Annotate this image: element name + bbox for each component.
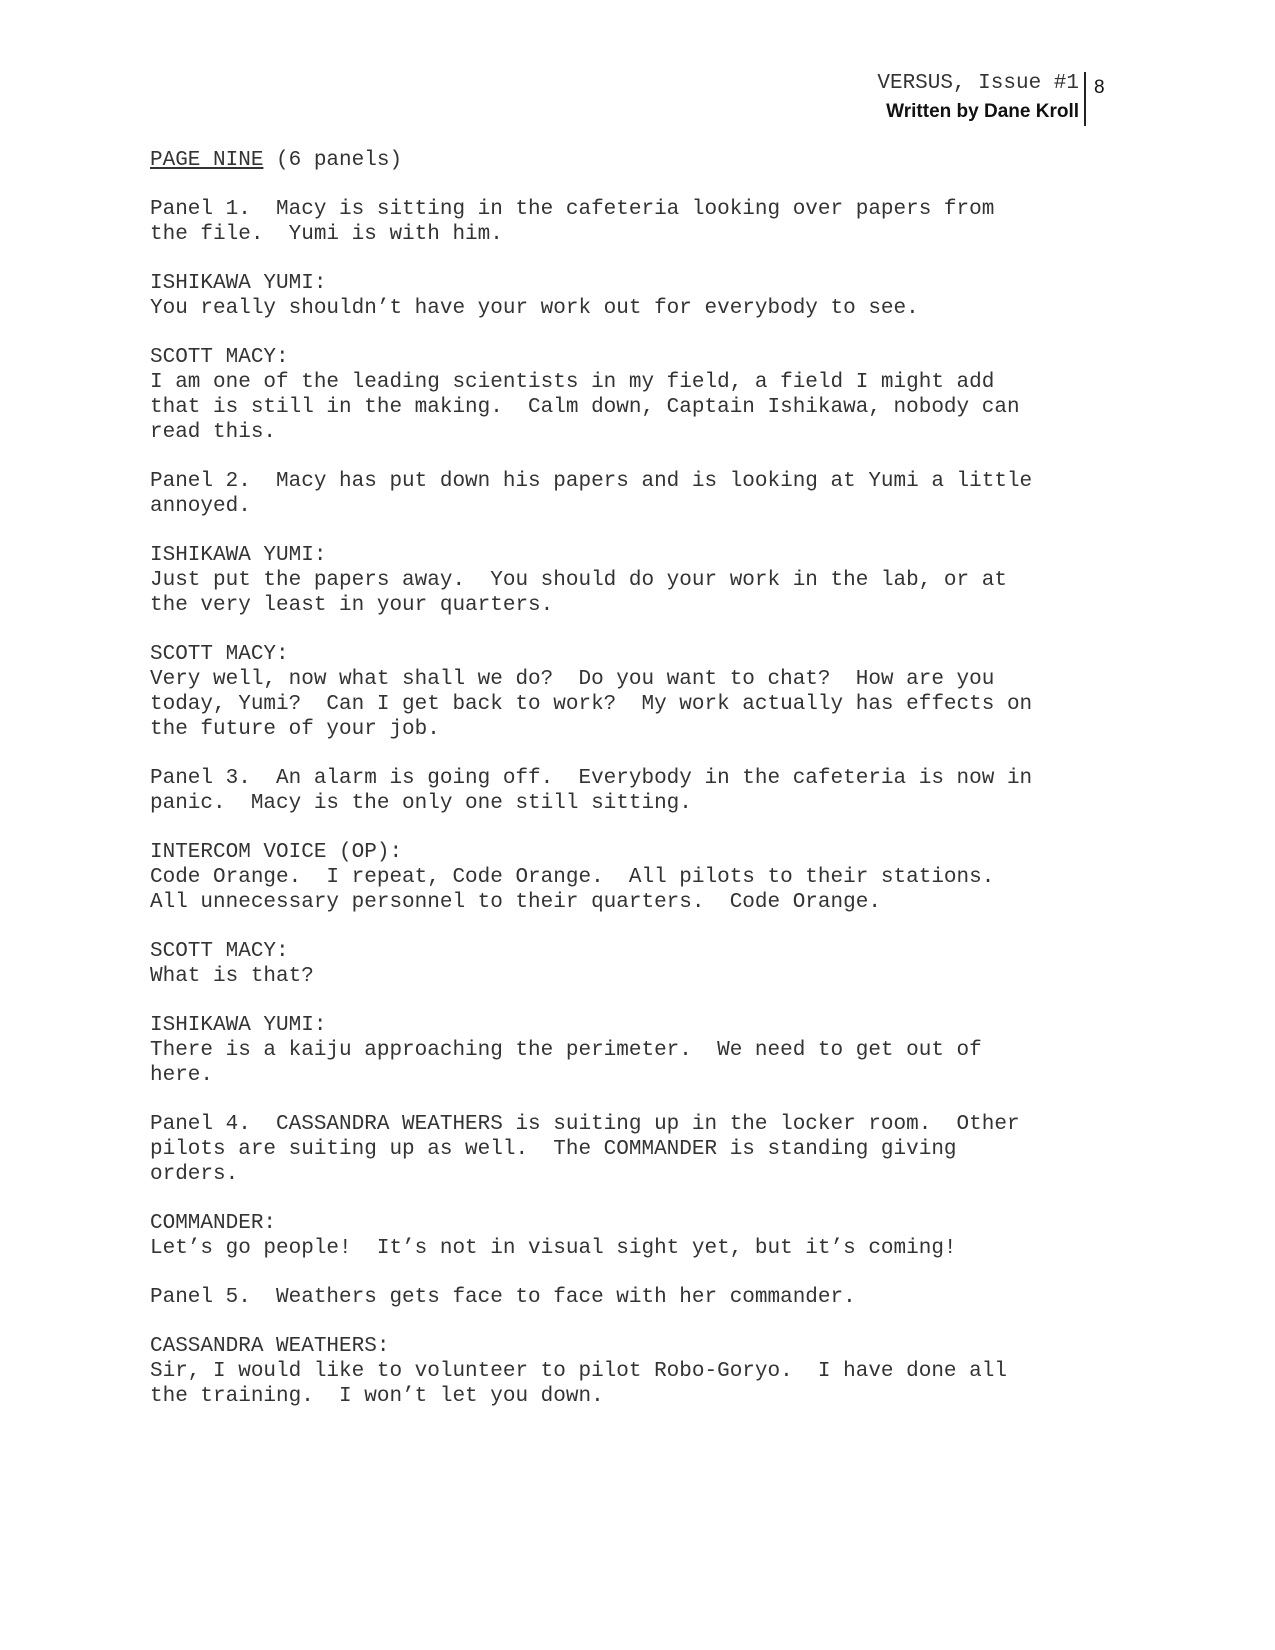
script-line: All unnecessary personnel to their quarters. Code Orange. xyxy=(150,891,881,914)
character-name: CASSANDRA WEATHERS: xyxy=(150,1335,390,1358)
script-block xyxy=(150,766,1150,816)
script-block xyxy=(150,1112,1150,1187)
script-line: Panel 2. Macy has put down his papers and is looking at Yumi a little xyxy=(150,470,1033,493)
script-line: There is a kaiju approaching the perimeter. We need to get out of xyxy=(150,1039,982,1062)
script-block xyxy=(150,1211,1150,1261)
script-block xyxy=(150,939,1150,989)
script-blocks xyxy=(150,197,1150,1409)
script-block xyxy=(150,271,1150,321)
script-line: read this. xyxy=(150,421,277,444)
script-line: the file. Yumi is with him. xyxy=(150,223,503,246)
script-line: today, Yumi? Can I get back to work? My work actually has effects on xyxy=(150,693,1033,716)
script-body xyxy=(150,148,1150,1433)
script-line: Panel 4. CASSANDRA WEATHERS is suiting up in the locker room. Other xyxy=(150,1113,1020,1136)
page-header xyxy=(877,70,1079,126)
character-name: COMMANDER: xyxy=(150,1212,277,1235)
script-block xyxy=(150,840,1150,915)
script-line: annoyed. xyxy=(150,495,251,518)
script-line: orders. xyxy=(150,1163,239,1186)
page-heading xyxy=(150,148,1150,173)
script-line: Very well, now what shall we do? Do you want to chat? How are you xyxy=(150,668,995,691)
author-credit: Written by Dane Kroll xyxy=(886,101,1079,122)
script-block xyxy=(150,1334,1150,1409)
script-block xyxy=(150,197,1150,247)
header-divider xyxy=(1084,72,1086,126)
character-name: ISHIKAWA YUMI: xyxy=(150,544,327,567)
script-line: Panel 5. Weathers gets face to face with her commander. xyxy=(150,1286,856,1309)
character-name: SCOTT MACY: xyxy=(150,643,289,666)
script-block xyxy=(150,1285,1150,1310)
script-line: Panel 3. An alarm is going off. Everybody in the cafeteria is now in xyxy=(150,767,1033,790)
character-name: ISHIKAWA YUMI: xyxy=(150,1014,327,1037)
character-name: SCOTT MACY: xyxy=(150,346,289,369)
script-block xyxy=(150,469,1150,519)
script-line: Let’s go people! It’s not in visual sight yet, but it’s coming! xyxy=(150,1237,957,1260)
script-line: I am one of the leading scientists in my field, a field I might add xyxy=(150,371,995,394)
character-name: ISHIKAWA YUMI: xyxy=(150,272,327,295)
script-line: You really shouldn’t have your work out for everybody to see. xyxy=(150,297,919,320)
script-block xyxy=(150,642,1150,742)
script-line: the future of your job. xyxy=(150,718,440,741)
script-line: pilots are suiting up as well. The COMMANDER is standing giving xyxy=(150,1138,957,1161)
script-line: What is that? xyxy=(150,965,314,988)
script-line: the very least in your quarters. xyxy=(150,594,554,617)
script-line: the training. I won’t let you down. xyxy=(150,1385,604,1408)
script-block xyxy=(150,1013,1150,1088)
character-name: SCOTT MACY: xyxy=(150,940,289,963)
page-number: 8 xyxy=(1094,77,1105,98)
script-line: panic. Macy is the only one still sitting. xyxy=(150,792,692,815)
script-line: Sir, I would like to volunteer to pilot Robo-Goryo. I have done all xyxy=(150,1360,1007,1383)
page-heading-label: PAGE NINE xyxy=(150,149,264,172)
script-line: Just put the papers away. You should do your work in the lab, or at xyxy=(150,569,1007,592)
script-line: that is still in the making. Calm down, Captain Ishikawa, nobody can xyxy=(150,396,1020,419)
character-name: INTERCOM VOICE (OP): xyxy=(150,841,403,864)
script-line: Panel 1. Macy is sitting in the cafeteria looking over papers from xyxy=(150,198,995,221)
script-line: here. xyxy=(150,1064,214,1087)
script-line: Code Orange. I repeat, Code Orange. All pilots to their stations. xyxy=(150,866,995,889)
panel-count: (6 panels) xyxy=(263,149,403,172)
script-block xyxy=(150,345,1150,445)
document-title: VERSUS, Issue #1 xyxy=(877,72,1079,95)
script-block xyxy=(150,543,1150,618)
